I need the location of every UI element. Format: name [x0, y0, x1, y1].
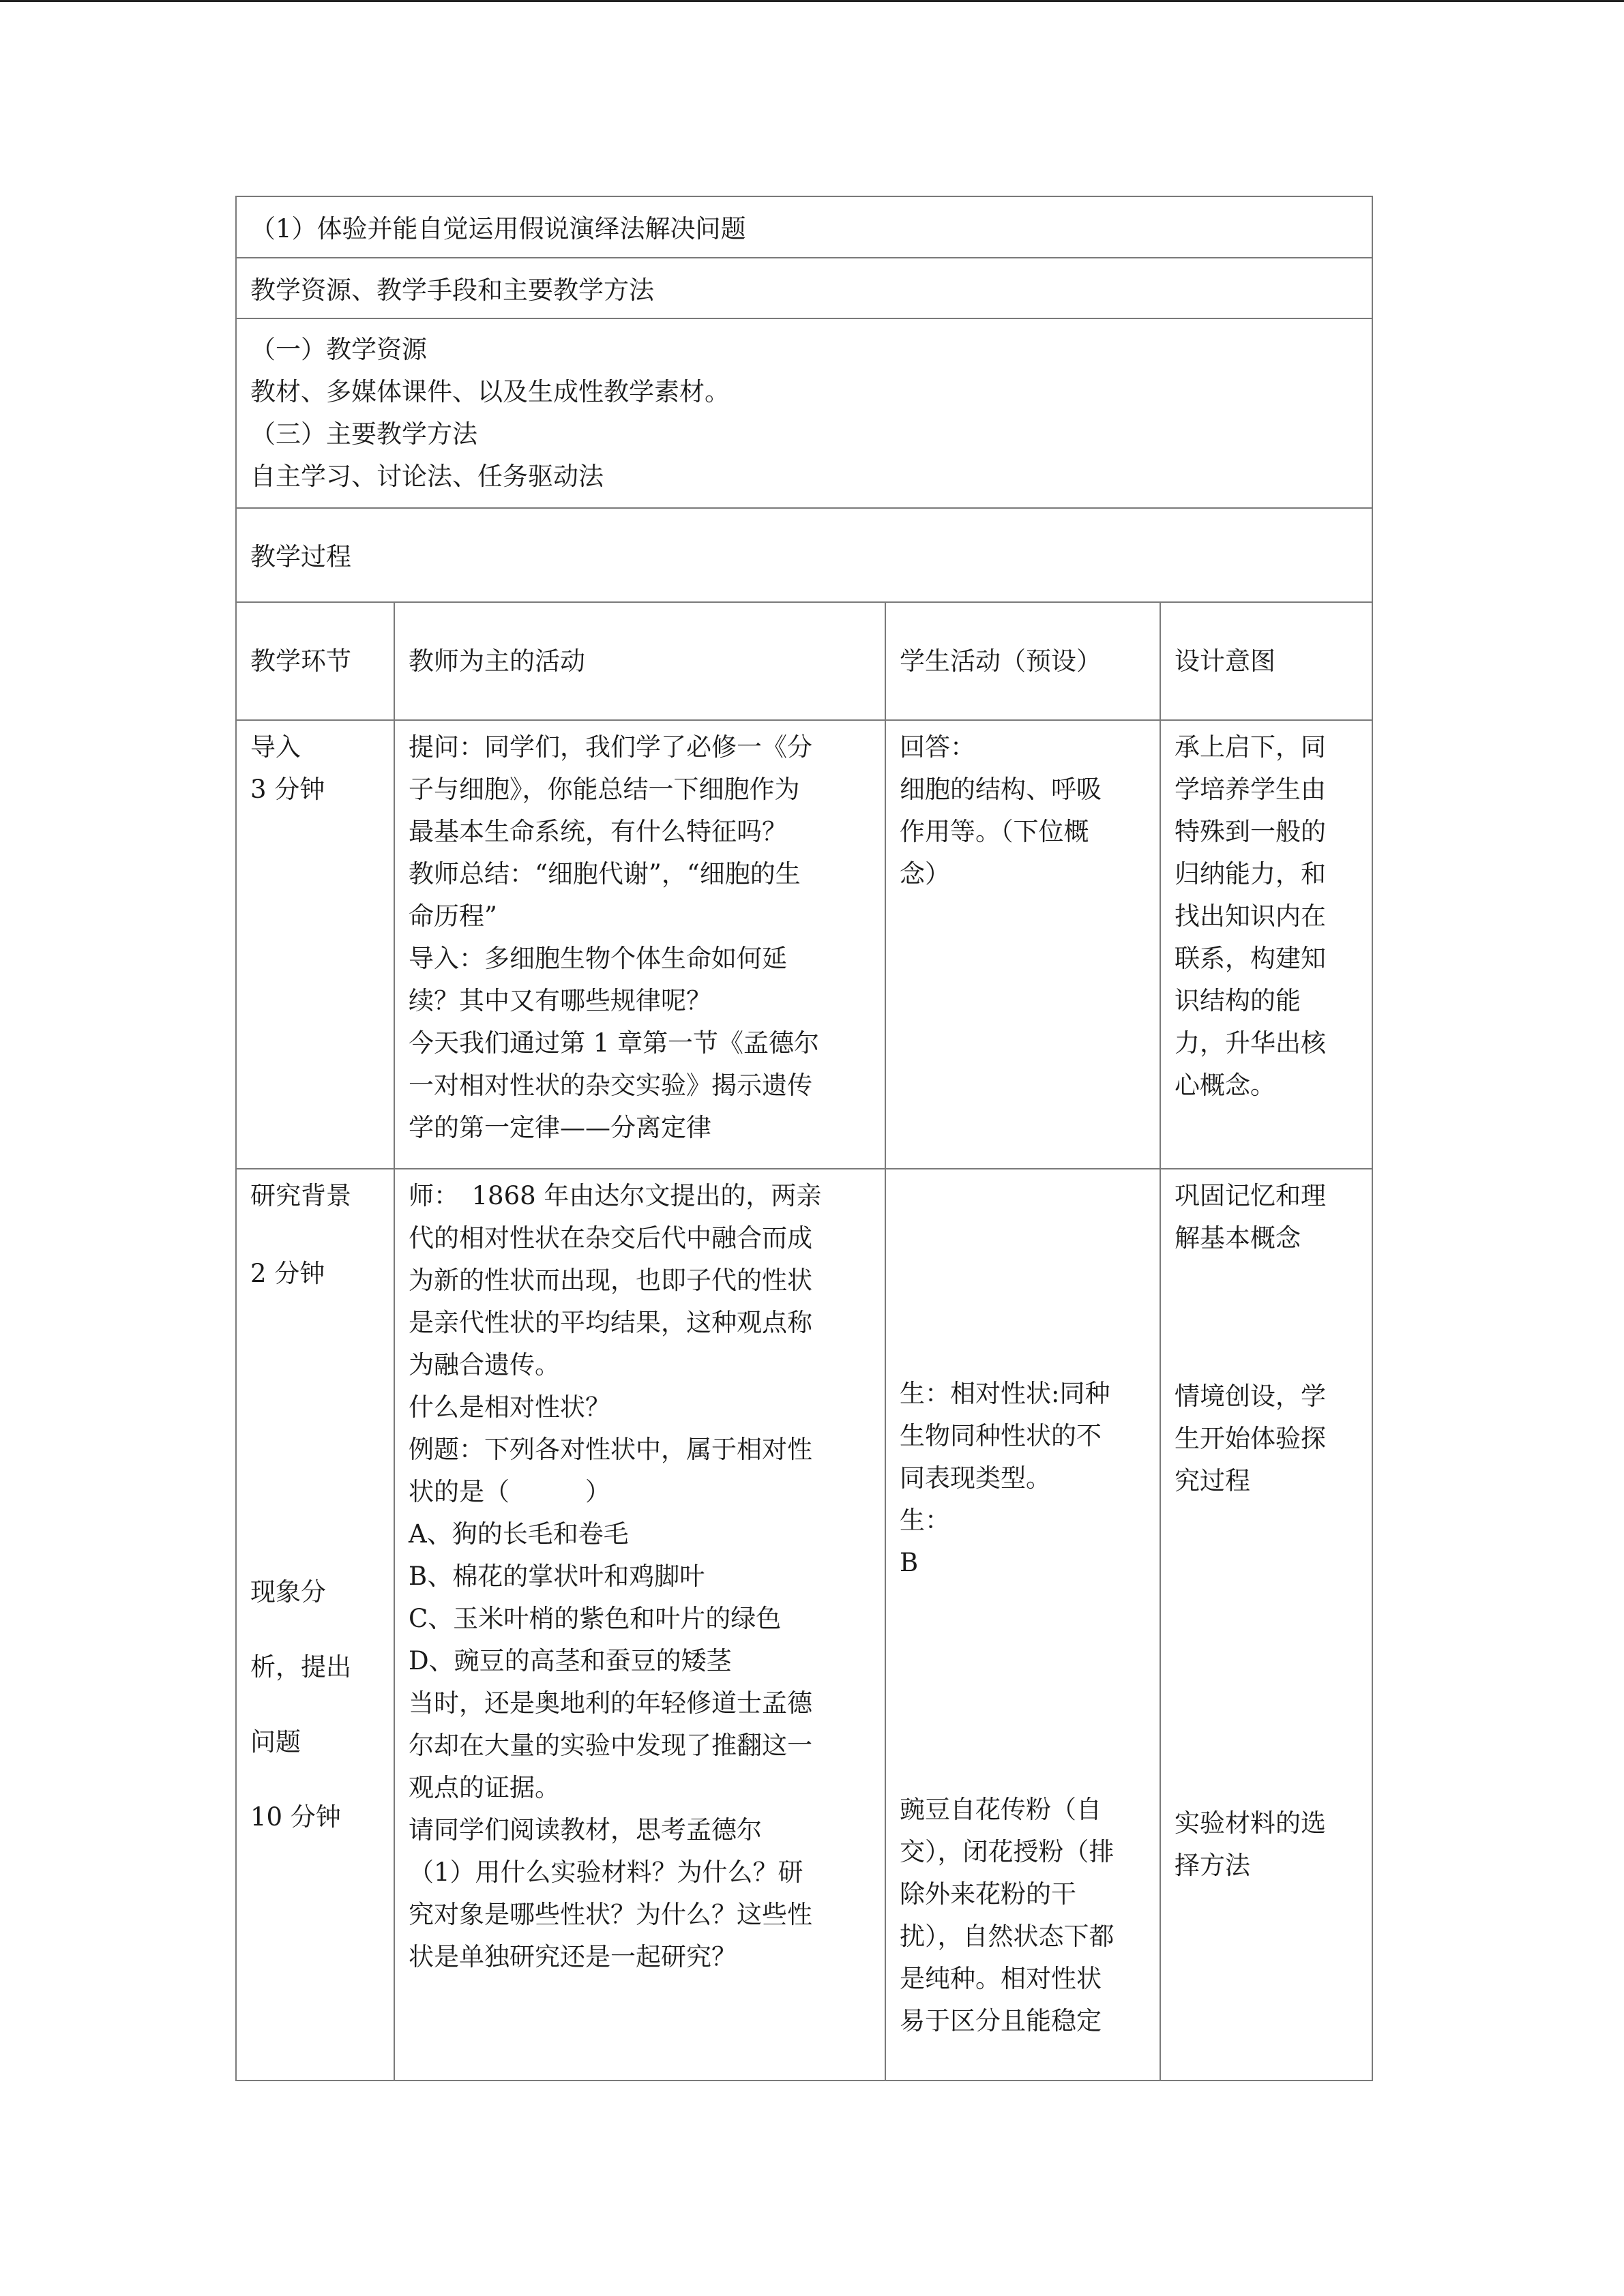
resources-heading-row: [236, 258, 1372, 318]
student-line: 回答：: [900, 732, 975, 762]
teacher-line: 提问：同学们，我们学了必修一《分: [409, 732, 812, 762]
intent-line: 承上启下，同: [1175, 732, 1326, 762]
teacher-activity-cell: [394, 720, 885, 1169]
intent-line: 究过程: [1175, 1466, 1250, 1495]
column-header: 学生活动（预设）: [885, 602, 1160, 720]
student-activity-cell: [885, 720, 1160, 1169]
intent-line: 解基本概念: [1175, 1223, 1301, 1253]
lesson-plan-table: [235, 196, 1373, 2081]
intent-line: 巩固记忆和理: [1175, 1181, 1326, 1210]
process-heading-row: [236, 508, 1372, 602]
stage-text: 现象分: [250, 1577, 326, 1607]
student-line: 除外来花粉的干: [900, 1879, 1076, 1909]
teacher-line: 状是单独研究还是一起研究？: [409, 1942, 737, 1971]
background-row: [236, 1169, 1372, 2081]
stage-cell: [236, 1169, 394, 2081]
teacher-line: 请同学们阅读教材，思考孟德尔: [409, 1815, 762, 1845]
design-intent-cell: [1160, 1169, 1372, 2081]
teacher-line: 状的是（ ）: [409, 1477, 610, 1506]
student-line: 生：相对性状:同种: [900, 1379, 1110, 1408]
teacher-line: 命历程”: [409, 901, 497, 931]
teacher-line: 续？其中又有哪些规律呢？: [409, 986, 711, 1015]
intro-row: [236, 720, 1372, 1169]
student-activity-cell: [885, 1169, 1160, 2081]
process-heading: 教学过程: [250, 542, 351, 571]
resources-line: （一）教学资源: [250, 335, 427, 364]
intent-line: 识结构的能: [1175, 986, 1301, 1015]
teacher-line: 什么是相对性状？: [409, 1392, 610, 1422]
intent-line: 实验材料的选: [1175, 1808, 1326, 1838]
student-line: 作用等。（下位概: [900, 817, 1089, 846]
teacher-line: A、狗的长毛和卷毛: [409, 1519, 629, 1549]
teacher-line: 观点的证据。: [409, 1773, 560, 1802]
resources-line: （三）主要教学方法: [250, 419, 477, 449]
student-line: 生：: [900, 1506, 950, 1535]
intent-line: 找出知识内在: [1175, 901, 1326, 931]
teacher-line: 师： 1868 年由达尔文提出的，两亲: [409, 1181, 822, 1210]
stage-text: 3 分钟: [250, 775, 325, 804]
teacher-line: B、棉花的掌状叶和鸡脚叶: [409, 1562, 705, 1591]
column-header-row: [236, 602, 1372, 720]
intent-line: 心概念。: [1175, 1071, 1275, 1100]
teacher-line: （1）用什么实验材料？为什么？研: [409, 1858, 803, 1887]
intent-line: 归纳能力，和: [1175, 859, 1326, 889]
teacher-activity-cell: [394, 1169, 885, 2081]
stage-text: 10 分钟: [250, 1802, 341, 1832]
teacher-line: 当时，还是奥地利的年轻修道士孟德: [409, 1688, 812, 1718]
student-line: 念）: [900, 859, 950, 889]
stage-text: 问题: [250, 1727, 301, 1757]
process-heading-cell: [236, 508, 1372, 602]
teacher-line: 为新的性状而出现，也即子代的性状: [409, 1266, 812, 1295]
student-line: 细胞的结构、呼吸: [900, 775, 1102, 804]
design-intent-cell: [1160, 720, 1372, 1169]
resources-heading-cell: [236, 258, 1372, 318]
resources-heading: 教学资源、教学手段和主要教学方法: [250, 275, 654, 305]
teacher-line: 究对象是哪些性状？为什么？这些性: [409, 1900, 812, 1929]
resources-line: 自主学习、讨论法、任务驱动法: [250, 462, 604, 491]
teacher-line: 子与细胞》，你能总结一下细胞作为: [409, 775, 800, 804]
teacher-line: D、豌豆的高茎和蚕豆的矮茎: [409, 1646, 732, 1675]
teacher-line: 代的相对性状在杂交后代中融合而成: [409, 1223, 812, 1253]
intent-line: 择方法: [1175, 1851, 1250, 1880]
intent-line: 学培养学生由: [1175, 775, 1326, 804]
objective-cell: [236, 196, 1372, 258]
objective-text: （1）体验并能自觉运用假说演绎法解决问题: [250, 214, 746, 243]
column-header: 教学环节: [236, 602, 394, 720]
student-line: B: [900, 1548, 919, 1577]
intent-line: 特殊到一般的: [1175, 817, 1326, 846]
student-line: 扰），自然状态下都: [900, 1922, 1114, 1951]
teacher-line: 为融合遗传。: [409, 1350, 560, 1380]
intent-line: 联系，构建知: [1175, 944, 1326, 973]
teacher-line: 尔却在大量的实验中发现了推翻这一: [409, 1731, 812, 1760]
column-header: 设计意图: [1160, 602, 1372, 720]
resources-row: [236, 318, 1372, 508]
teacher-line: 导入：多细胞生物个体生命如何延: [409, 944, 787, 973]
intent-line: 生开始体验探: [1175, 1424, 1326, 1453]
objective-row: [236, 196, 1372, 258]
stage-text: 研究背景: [250, 1181, 351, 1210]
stage-cell: [236, 720, 394, 1169]
teacher-line: 今天我们通过第 1 章第一节《孟德尔: [409, 1028, 820, 1058]
intent-line: 力，升华出核: [1175, 1028, 1326, 1058]
student-line: 豌豆自花传粉（自: [900, 1795, 1102, 1824]
student-line: 交），闭花授粉（排: [900, 1837, 1114, 1866]
teacher-line: 是亲代性状的平均结果，这种观点称: [409, 1308, 812, 1337]
stage-text: 析，提出: [250, 1652, 351, 1682]
column-header: 教师为主的活动: [394, 602, 885, 720]
resources-cell: [236, 318, 1372, 508]
teacher-line: 一对相对性状的杂交实验》揭示遗传: [409, 1071, 812, 1100]
student-line: 生物同种性状的不: [900, 1421, 1102, 1450]
teacher-line: 学的第一定律——分离定律: [409, 1113, 711, 1142]
student-line: 是纯种。相对性状: [900, 1964, 1102, 1993]
stage-text: 导入: [250, 732, 301, 762]
stage-text: 2 分钟: [250, 1259, 325, 1288]
intent-line: 情境创设，学: [1175, 1382, 1326, 1411]
teacher-line: 教师总结：“细胞代谢”，“细胞的生: [409, 859, 801, 889]
teacher-line: 例题：下列各对性状中，属于相对性: [409, 1435, 812, 1464]
teacher-line: C、玉米叶梢的紫色和叶片的绿色: [409, 1604, 782, 1633]
student-line: 易于区分且能稳定: [900, 2006, 1102, 2036]
page-top-rule: [0, 0, 1624, 2]
resources-line: 教材、多媒体课件、以及生成性教学素材。: [250, 377, 730, 406]
teacher-line: 最基本生命系统，有什么特征吗？: [409, 817, 787, 846]
student-line: 同表现类型。: [900, 1463, 1051, 1493]
